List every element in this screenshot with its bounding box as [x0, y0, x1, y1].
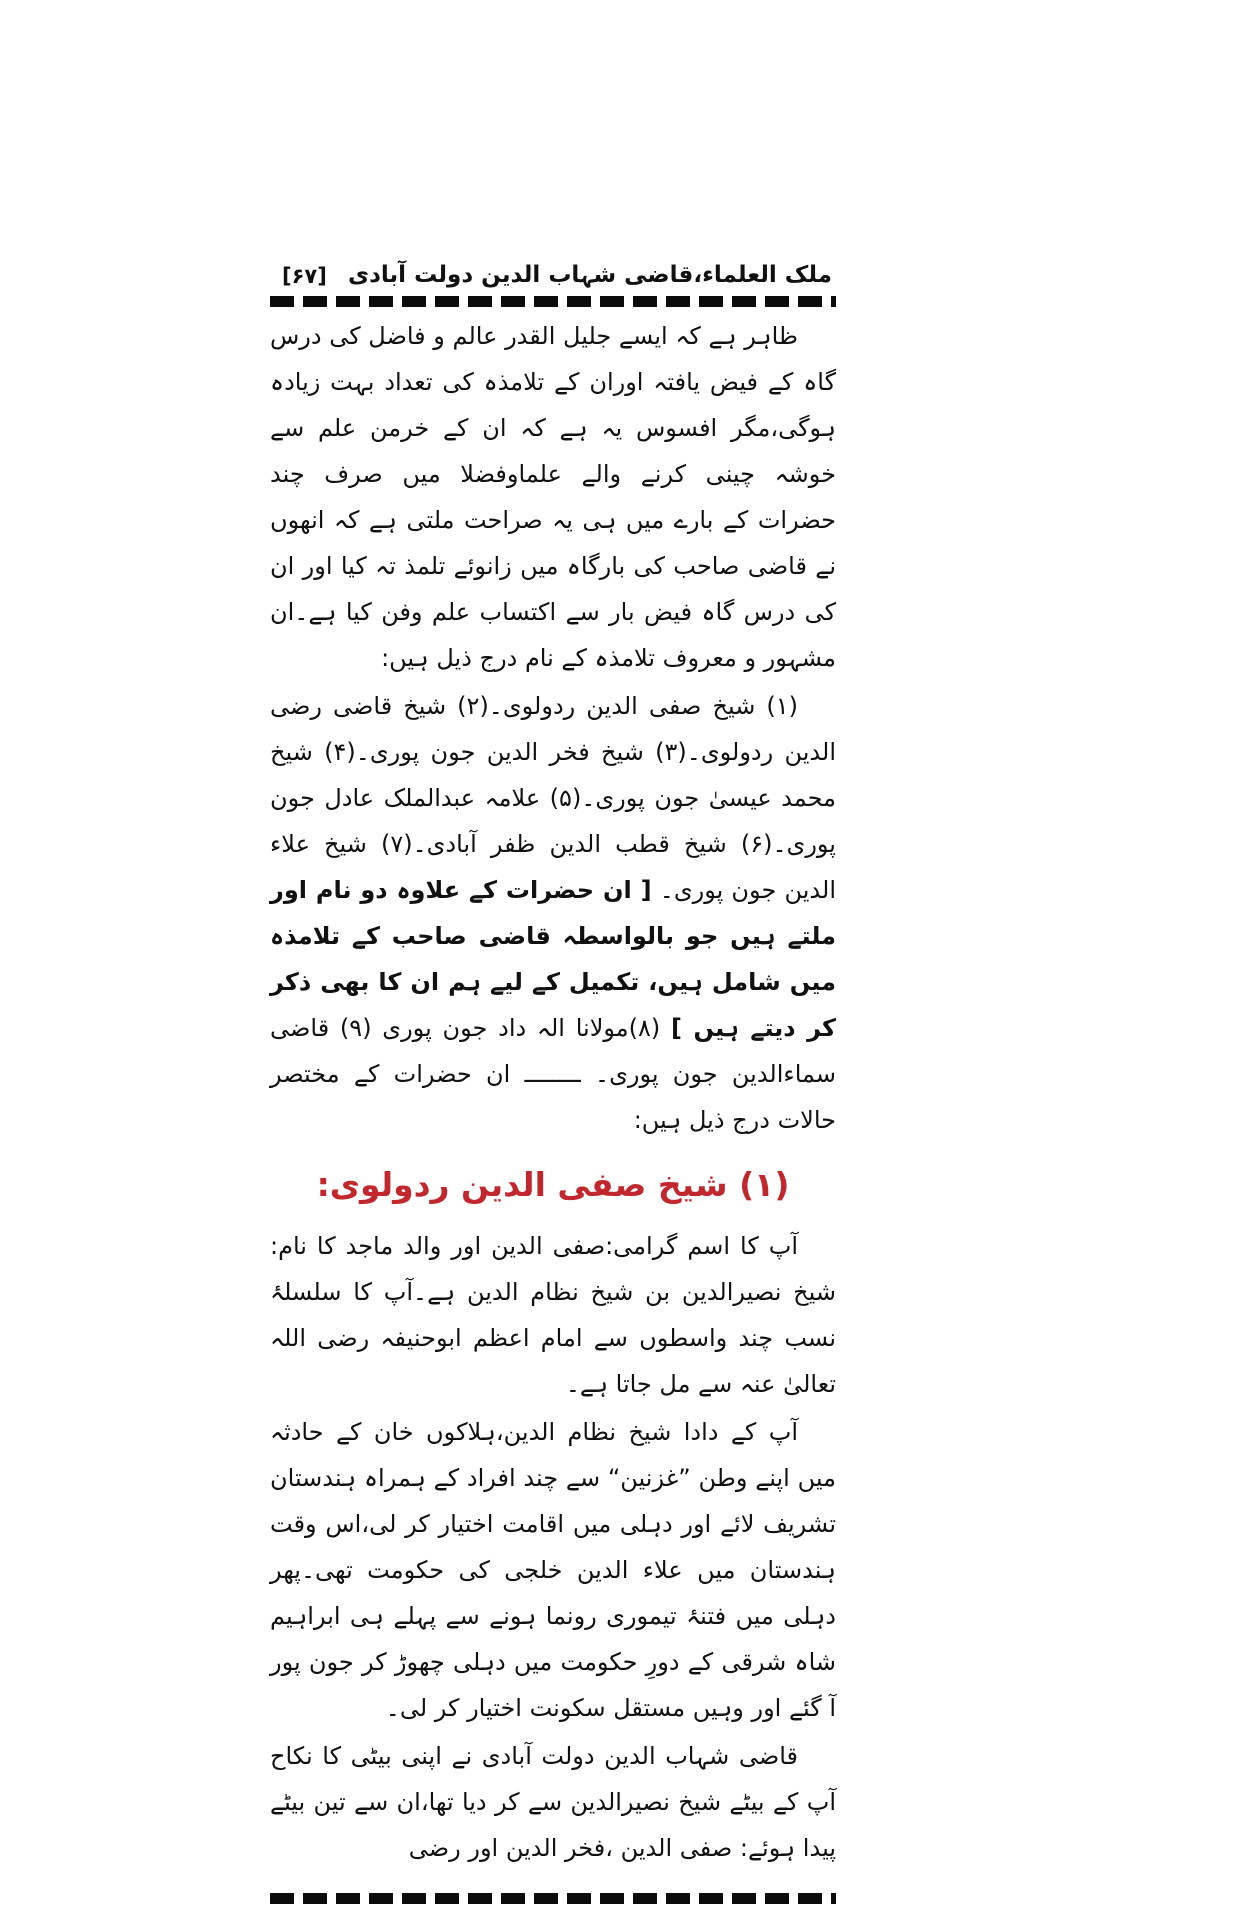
running-title: ملک العلماء،قاضی شہاب الدین دولت آبادی — [348, 262, 832, 288]
paragraph-marriage: قاضی شہاب الدین دولت آبادی نے اپنی بیٹی کا نکاح آپ کے بیٹے شیخ نصیرالدین سے کر دیا تھا،ان سے تین بیٹے پیدا ہوئے: صفی الدین ،فخر الدین اور رضی — [270, 1742, 836, 1862]
paragraph-intro: ظاہر ہے کہ ایسے جلیل القدر عالم و فاضل کی درس گاہ کے فیض یافتہ اوران کے تلامذہ کی تعداد بہت زیادہ ہوگی،مگر افسوس یہ ہے کہ ان کے خرمن علم سے خوشہ چینی کرنے والے علماوفضلا میں صرف چند حضرات کے بارے میں ہی یہ صراحت ملتی ہے کہ انھوں نے قاضی صاحب کی بارگاہ میں زانوئے تلمذ تہ کیا اور ان کی درس گاہ فیض بار سے اکتساب علم وفن کیا ہے۔ان مشہور و معروف تلامذہ کے نام درج ذیل ہیں: — [270, 322, 836, 672]
paragraph-name-lineage: آپ کا اسم گرامی:صفی الدین اور والد ماجد کا نام: شیخ نصیرالدین بن شیخ نظام الدین ہے۔آپ کا سلسلۂ نسب چند واسطوں سے امام اعظم ابوحنیفہ رضی اللہ تعالیٰ عنہ سے مل جاتا ہے۔ — [270, 1232, 836, 1398]
bottom-divider — [270, 1893, 836, 1904]
paragraph-students-list — [270, 683, 836, 1143]
page-number: [۶۷] — [282, 264, 327, 288]
students-list-note-bold: [ ان حضرات کے علاوہ دو نام اور ملتے ہیں جو بالواسطہ قاضی صاحب کے تلامذہ میں شامل ہیں، تکمیل کے لیے ہم ان کا بھی ذکر کر دیتے ہیں ] — [270, 876, 836, 1042]
paragraph-grandfather: آپ کے دادا شیخ نظام الدین،ہلاکوں خان کے حادثہ میں اپنے وطن ”غزنین“ سے چند افراد کے ہمراہ ہندستان تشریف لائے اور دہلی میں اقامت اختیار کر لی،اس وقت ہندستان میں علاء الدین خلجی کی حکومت تھی۔پھر دہلی میں فتنۂ تیموری رونما ہونے سے پہلے ہی ابراہیم شاہ شرقی کے دورِ حکومت میں دہلی چھوڑ کر جون پور آ گئے اور وہیں مستقل سکونت اختیار کر لی۔ — [270, 1418, 836, 1722]
content-column — [270, 262, 836, 1910]
top-divider — [270, 296, 836, 307]
page-header — [270, 262, 836, 294]
body-text — [270, 313, 836, 1871]
section-heading: (۱) شیخ صفی الدین ردولوی: — [316, 1165, 790, 1204]
students-list-extra: (۸)مولانا الہ داد جون پوری (۹) قاضی سماءالدین جون پوری۔ ــــــــ ان حضرات کے مختصر حالات درج ذیل ہیں: — [270, 1014, 836, 1134]
students-list-main: (۱) شیخ صفی الدین ردولوی۔(۲) شیخ قاضی رضی الدین ردولوی۔(۳) شیخ فخر الدین جون پوری۔(۴) شیخ محمد عیسیٰ جون پوری۔(۵) علامہ عبدالملک عادل جون پوری۔(۶) شیخ قطب الدین ظفر آبادی۔(۷) شیخ علاء الدین جون پوری۔ — [270, 692, 837, 904]
